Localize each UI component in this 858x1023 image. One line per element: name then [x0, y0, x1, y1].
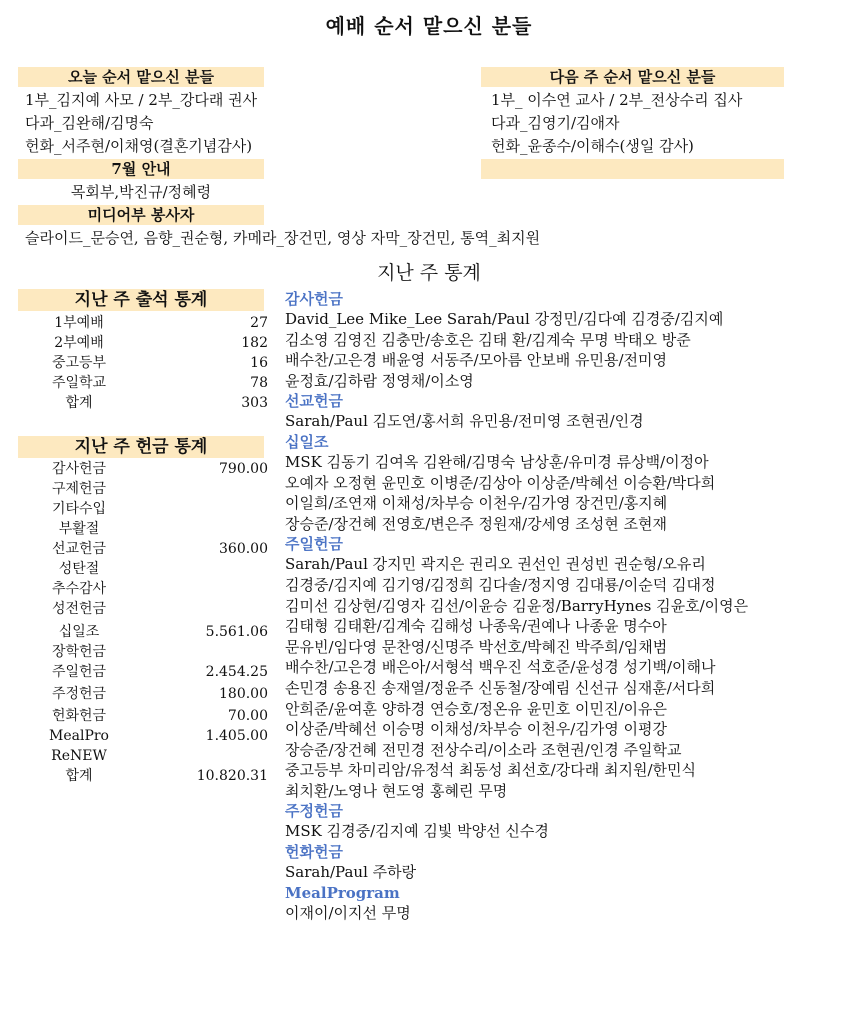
offering-label: 감사헌금	[51, 461, 107, 477]
offering-category-heading: MealProgram	[285, 883, 400, 902]
donor-names-line: MSK 김동기 김여옥 김완해/김명숙 남상훈/유미경 류상백/이정아	[285, 452, 709, 471]
donor-names-line: 최치환/노영나 현도영 홍혜린 무명	[285, 781, 508, 800]
offering-row	[40, 459, 268, 479]
offering-label: MealPro	[49, 728, 109, 744]
attendance-label: 주일학교	[51, 375, 107, 391]
donor-names-line: 배수찬/고은경 배은아/서형석 백우진 석호준/윤성경 성기백/이해나	[285, 658, 716, 677]
offering-category-heading: 주일헌금	[285, 535, 343, 554]
attendance-row	[40, 313, 268, 333]
attendance-value: 27	[250, 315, 268, 331]
next-week-header: 다음 주 순서 맡으신 분들	[481, 67, 784, 87]
offering-row	[40, 642, 268, 662]
donor-names-line: 문유빈/임다영 문찬영/신명주 박선호/박혜진 박주희/임채범	[285, 637, 668, 656]
donor-names-line: 배수찬/고은경 배윤영 서동주/모아름 안보배 유민용/전미영	[285, 351, 667, 370]
offering-row	[40, 579, 268, 599]
attendance-row	[40, 333, 268, 353]
offering-label: 성전헌금	[51, 601, 107, 617]
donor-names-line: 김경중/김지예 김기영/김정희 김다솔/정지영 김대룡/이순덕 김대정	[285, 575, 716, 594]
offering-label: 성탄절	[58, 561, 100, 577]
attendance-label: 2부예배	[54, 335, 104, 351]
media-line: 슬라이드_문승연, 음향_권순형, 카메라_장건민, 영상 자막_장건민, 통역_최지원	[25, 229, 541, 247]
offering-label: 추수감사	[51, 581, 107, 597]
offering-label: 선교헌금	[51, 541, 107, 557]
attendance-row	[40, 353, 268, 373]
offering-value: 10.820.31	[196, 768, 268, 784]
offering-category-heading: 헌화헌금	[285, 843, 343, 862]
offering-value: 790.00	[219, 461, 268, 477]
donor-names-line: 김소영 김영진 김충만/송호은 김태 환/김계숙 무명 박태오 방준	[285, 330, 691, 349]
attendance-row	[40, 393, 268, 413]
today-header: 오늘 순서 맡으신 분들	[18, 67, 264, 87]
offering-category-heading: 십일조	[285, 432, 329, 451]
offering-value: 5.561.06	[205, 624, 268, 640]
offering-value: 360.00	[219, 541, 268, 557]
attendance-label: 합계	[65, 395, 93, 411]
today-line-2: 다과_김완해/김명숙	[25, 114, 154, 132]
offering-label: 주정헌금	[51, 686, 107, 702]
offering-value: 180.00	[219, 686, 268, 702]
offering-row	[40, 706, 268, 726]
offering-label: 구제헌금	[51, 481, 107, 497]
offering-row	[40, 539, 268, 559]
donor-names-line: 손민경 송용진 송재열/정윤주 신동철/장예림 신선규 심재훈/서다희	[285, 678, 716, 697]
attendance-label: 1부예배	[54, 315, 104, 331]
donor-names-line: MSK 김경중/김지예 김빛 박양선 신수경	[285, 822, 549, 841]
donor-list	[285, 289, 850, 923]
offering-row	[40, 684, 268, 704]
offering-category-heading: 선교헌금	[285, 392, 343, 411]
donor-names-line: 김미선 김상현/김영자 김선/이윤승 김윤정/BarryHynes 김윤호/이영은	[285, 596, 749, 615]
donor-names-line: 안희준/윤여훈 양하경 연승호/정온유 윤민호 이민진/이유은	[285, 699, 667, 718]
donor-names-line: David_Lee Mike_Lee Sarah/Paul 강정민/김다예 김경중/김지예	[285, 310, 724, 328]
offering-value: 1.405.00	[205, 728, 268, 744]
offering-row	[40, 622, 268, 642]
july-header: 7월 안내	[18, 159, 264, 179]
next-week-line-1: 1부_ 이수연 교사 / 2부_전상수리 집사	[491, 91, 743, 109]
july-line: 목회부,박진규/정혜령	[70, 183, 212, 201]
offering-row	[40, 519, 268, 539]
offering-row	[40, 766, 268, 786]
offering-header: 지난 주 헌금 통계	[18, 436, 264, 458]
attendance-value: 78	[250, 375, 268, 391]
donor-names-line: Sarah/Paul 주하랑	[285, 863, 417, 882]
offering-value: 2.454.25	[205, 664, 268, 680]
attendance-header: 지난 주 출석 통계	[18, 289, 264, 311]
offering-value: 70.00	[227, 708, 268, 724]
offering-row	[40, 499, 268, 519]
offering-label: 기타수입	[51, 501, 107, 517]
attendance-value: 16	[250, 355, 268, 371]
next-week-empty-header	[481, 159, 784, 179]
attendance-row	[40, 373, 268, 393]
attendance-value: 303	[241, 395, 268, 411]
offering-label: 십일조	[58, 624, 100, 640]
offering-row	[40, 746, 268, 766]
donor-names-line: 김태형 김태환/김계숙 김해성 나종욱/권예나 나종윤 명수아	[285, 617, 667, 636]
donor-names-line: Sarah/Paul 김도연/홍서희 유민용/전미영 조현권/인경	[285, 412, 644, 431]
donor-names-line: 중고등부 차미리암/유정석 최동성 최선호/강다래 최지원/한민식	[285, 761, 696, 780]
donor-names-line: 장승준/장건혜 전영호/변은주 정원재/강세영 조성현 조현재	[285, 514, 667, 533]
donor-names-line: 오예자 오정현 윤민호 이병준/김상아 이상준/박혜선 이승환/박다희	[285, 473, 716, 492]
offering-label: 장학헌금	[51, 644, 107, 660]
donor-names-line: 윤정효/김하람 정영채/이소영	[285, 371, 474, 390]
donor-names-line: Sarah/Paul 강지민 곽지은 권리오 권선인 권성빈 권순형/오유리	[285, 555, 706, 574]
page-title: 예배 순서 맡으신 분들	[325, 14, 533, 38]
offering-row	[40, 599, 268, 619]
offering-category-heading: 주정헌금	[285, 802, 343, 821]
offering-row	[40, 479, 268, 499]
donor-names-line: 이일희/조연재 이채성/차부승 이천우/김가영 장건민/홍지혜	[285, 494, 668, 513]
stats-title: 지난 주 통계	[377, 262, 481, 284]
offering-label: 헌화헌금	[51, 708, 107, 724]
donor-names-line: 이상준/박혜선 이승명 이채성/차부승 이천우/김가영 이평강	[285, 720, 667, 739]
today-line-3: 헌화_서주현/이채영(결혼기념감사)	[25, 137, 253, 155]
media-header: 미디어부 봉사자	[18, 205, 264, 225]
offering-row	[40, 726, 268, 746]
offering-label: 부활절	[58, 521, 100, 537]
next-week-line-3: 헌화_윤종수/이해수(생일 감사)	[491, 137, 694, 155]
offering-label: 주일헌금	[51, 664, 107, 680]
offering-row	[40, 559, 268, 579]
offering-label: ReNEW	[51, 748, 107, 764]
attendance-label: 중고등부	[51, 355, 107, 371]
offering-row	[40, 662, 268, 682]
today-line-1: 1부_김지예 사모 / 2부_강다래 권사	[25, 91, 258, 109]
donor-names-line: 이재이/이지선 무명	[285, 903, 411, 922]
offering-category-heading: 감사헌금	[285, 290, 343, 308]
offering-label: 합계	[65, 768, 93, 784]
attendance-value: 182	[241, 335, 268, 351]
next-week-line-2: 다과_김영기/김애자	[491, 114, 620, 132]
donor-names-line: 장승준/장건혜 전민경 전상수리/이소라 조현권/인경 주일학교	[285, 740, 682, 759]
